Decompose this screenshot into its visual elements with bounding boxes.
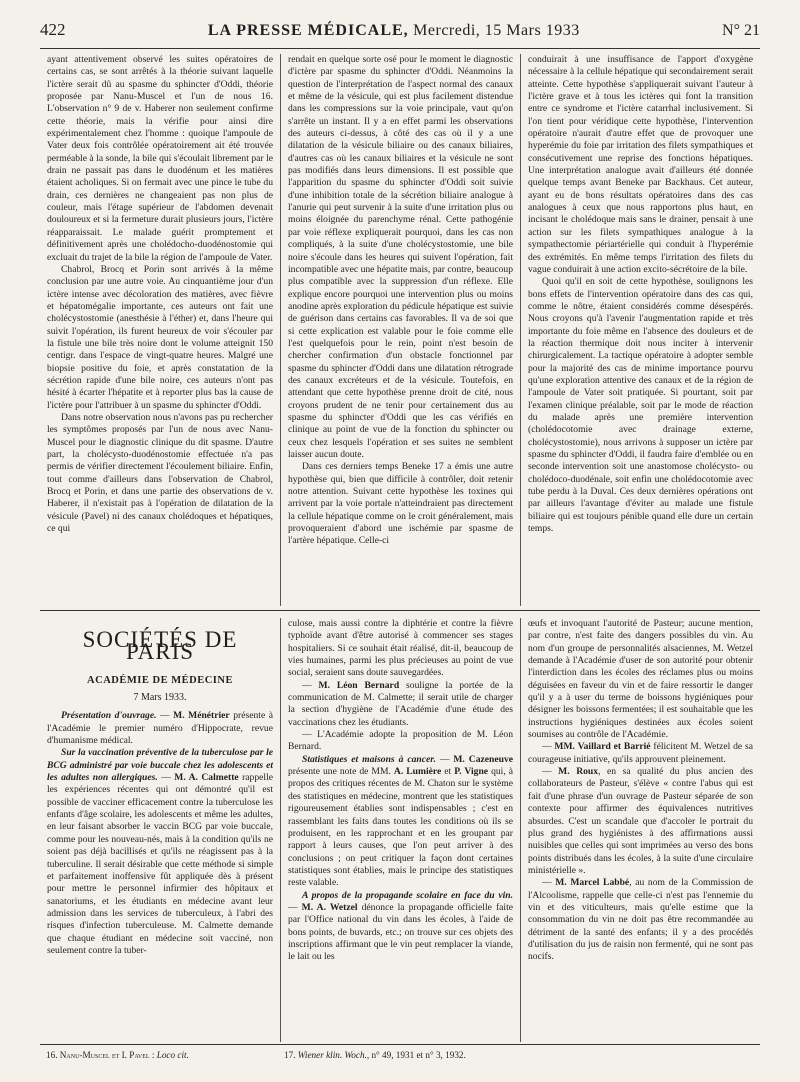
footnote-journal: Wiener klin. Woch. xyxy=(297,1050,367,1060)
topic-heading: A propos de la propagande scolaire en face du vin. xyxy=(302,889,513,901)
paragraph: — M. Roux, en sa qualité du plus ancien des collaborateurs de Pasteur, s'élève « contre l'abus qui est fait d'une phrase d'un ouvrage de Pasteur séparée de son contexte pour affirmer des équivalences nutritives absurdes. C'est un scandale que d'accoler le portrait du plus grand des hygiénistes à des affirmations aussi nuisibles que celles qui sont imprimées au verso des bons points distribués dans les écoles, à la suite d'une circulaire ministérielle ». xyxy=(528,766,754,876)
paragraph: rendait en quelque sorte osé pour le moment le diagnostic d'ictère par spasme du sphincter d'Oddi. Néanmoins la question de l'interprétation de l'aspect normal des canaux et même de la vésicule, qui est plus facilement distendue dans les compressions sur la voie principale, vaut qu'on s'arrête un instant. Il y a en effet parmi les observations des auteurs ci-dessus, à côté des cas où il y a une dilatation de la vésicule biliaire ou des canaux biliaires, d'autres cas où les canaux biliaires et la vésicule ne sont pas modifiés dans leurs dimensions. Il est possible que l'apparition du spasme du sphincter d'Oddi soit suivie d'une inhibition totale de la sécrétion biliaire analogue à l'anurie qui peut survenir à la suite d'une irritation plus ou moins éloignée du parenchyme rénal. Cette pathogénie par voie réflexe expliquerait pourquoi, dans les cas non compliqués, à la suite d'une cholécystostomie, une bile noire s'écoule dans les heures qui suivent l'opération, fait incompatible avec une hépatite mais, par contre, beaucoup plus compatible avec la suppression d'un réflexe. Elle explique encore pourquoi une intervention plus ou moins anodine après exploration du pédicule hépatique est suivie de guérison dans certains cas favorables. Il va de soi que si cette explication est valable pour le foie comme elle l'est quelquefois pour le rein, point n'est besoin de chercher confirmation d'un obstacle fonctionnel par spasme du sphincter d'Oddi dans une dilatation rétrograde des canaux excréteurs et de la vésicule. Toutefois, en attendant que cette hypothèse prenne droit de cité, nous croyons prudent de ne tenir pour certainement dus au spasme du sphincter d'Oddi que les cas vérifiés en clinique au point de vue de la fonction du sphincter ou ceux chez lesquels l'opération et ses suites ne semblent laisser aucun doute. xyxy=(288,54,513,460)
paragraph: — M. Marcel Labbé, au nom de la Commission de l'Alcoolisme, rappelle que celle-ci n'est pas l'ennemie du vin et des viticulteurs, mais qu'elle estime que la consommation du vin ne doit pas être recommandée au détriment de la santé des enfants; il y a des procédés d'utilisation du jus de raisin non fermenté, qui ne sont pas nocifs. xyxy=(528,877,753,963)
paragraph-text: rappelle les expériences récentes qui ont démontré qu'il est possible de vacciner efficacement contre la tuberculose les enfants d'âge scolaire, les adolescents et même les adultes, en leur faisant absorber le vaccin BCG par voie buccale, comme pour les nouveau-nés, mais à la condition qu'ils ne soient pas déjà bacillisés et qu'ils ne réagissent pas à la tuberculine. Il serait désirable que cette méthode si simple et parfaitement inoffensive fût appliquée dès à présent pour mettre le personnel infirmier des hôpitaux et sanatoriums, et les étudiants en médecine avant leur admission dans les services de tuberculeux, à l'abri des risques d'infection tuberculeuse. M. Calmette demande que chaque étudiant en médecine soit vacciné, non seulement contre la tuber- xyxy=(47,772,273,956)
session-date: 7 Mars 1933. xyxy=(133,692,187,704)
paragraph: Statistiques et maisons à cancer. — M. Cazeneuve présente une note de MM. A. Lumière et P. Vigne qui, à propos des critiques récentes de M. Chaton sur le système des statistiques en médecine, montrent que les statistiques rigoureusement établies sont indispensables ; c'est en rassemblant les faits dans toutes les conditions où ils se produisent, en les rapprochant et en les groupant par rapport à leurs causes, que l'on peut arriver à des conclusions ; on peut critiquer la façon dont certaines statistiques sont établies, mais le principe des statistiques reste valable. xyxy=(288,753,514,889)
topic-heading: Statistiques et maisons à cancer. xyxy=(302,753,436,765)
speaker-name: M. A. Wetzel xyxy=(301,901,358,913)
speaker-name: M. Ménétrier xyxy=(173,710,230,722)
speaker-name: M. A. Calmette xyxy=(174,772,239,784)
journal-title: LA PRESSE MÉDICALE, xyxy=(207,22,409,39)
page-header xyxy=(40,20,760,48)
footnote-rule xyxy=(40,1044,760,1045)
society-name: ACADÉMIE DE MÉDECINE xyxy=(87,674,233,686)
footnote-authors: Nanu-Muscel et I. Pavel xyxy=(59,1050,150,1060)
footnote-17 xyxy=(284,1049,466,1061)
societes-section xyxy=(40,618,760,1042)
section-title: SOCIÉTÉS DE PARIS xyxy=(82,627,238,665)
speaker-name: M. Roux xyxy=(558,766,599,778)
topic-heading: Sur la vaccination préventive de la tuberculose par le BCG administré par voie buccale chez les adolescents et les adultes non allergiques. xyxy=(47,747,273,784)
paragraph-text: qui, à propos des critiques récentes de M. Chaton sur le système des statistiques en médecine, montrent que les statistiques rigoureusement établies sont indispensables ; c'est en rassemblant les faits dans toutes les conditions où ils se produisent, en les rapprochant et en les groupant par rapport à leurs causes, que l'on peut arriver à des conclusions ; on peut critiquer la façon dont certaines statistiques sont établies, mais le principe des statistiques reste valable. xyxy=(288,766,514,889)
paragraph: Quoi qu'il en soit de cette hypothèse, soulignons les bons effets de l'intervention opératoire dans des cas qui, comme le nôtre, étaient considérés comme désespérés. Nous croyons qu'à l'avenir l'augmentation rapide et très importante du foie même en l'absence des douleurs et de la réaction thermique doit nous inciter à intervenir chirurgicalement. La tactique opératoire à adopter semble pour la majorité des cas de minime importance pourvu qu'une exploration attentive des canaux et de la région de l'ampoule de Vater soit pratiquée. Si pourtant, soit par l'examen clinique préalable, soit par le mode de réaction du malade après une première intervention (cholédocotomie avec drainage externe, cholécystostomie), nous arrivons à supposer un ictère par spasme du sphincter d'Oddi, il faudra faire d'emblée ou en seconde intervention soit une anastomose cholécysto- ou cholédoco-duodénale, soit enfin une cholédocotomie avec tube perdu à la Duval. Ces deux dernières opérations ont par ailleurs l'avantage d'éviter au malade une fistule biliaire qui est toujours pénible quand elle dure un certain temps. xyxy=(528,276,753,535)
footnote-number: 17. xyxy=(284,1050,296,1060)
footnote-ref: , n° 49, 1931 et n° 3, 1932. xyxy=(366,1050,466,1060)
paragraph: œufs et invoquant l'autorité de Pasteur; aucune mention, par contre, n'est faite des dangers possibles du vin. Au nom d'un groupe de personnalités alsaciennes, M. Wetzel demande à l'Académie d'user de son autorité pour obtenir l'interdiction dans les écoles des réclames plus ou moins déguisées en faveur du vin et de faire ressortir le danger qu'il y a à user du terme de boissons hygiéniques pour désigner les boissons fermentées; il est souhaitable que les instructions hygiéniques destinées aux écoles soient soumises au contrôle de l'Académie. xyxy=(528,618,753,741)
speaker-name: M. Marcel Labbé xyxy=(555,877,630,889)
paragraph: Chabrol, Brocq et Porin sont arrivés à la même conclusion par une autre voie. Au cinquantième jour d'un ictère intense avec décoloration des matières, avec fièvre et hépatomégalie importante, ces auteurs ont fait une cholécystostomie (anesthésie à l'éther) et, dans l'heure qui suivit l'opération, ils furent heureux de voir s'écouler par la fistule une bile très noire dont le volume atteignit 150 centigr. dans l'espace de vingt-quatre heures. Malgré une biopsie positive du foie, et après constatation de la sécrétion rapide d'une bile noire, ces auteurs n'ont pas hésité à écarter l'hépatite et à reporter plus bas la cause de l'ictère pour l'attribuer à un spasme du sphincter d'Oddi. xyxy=(47,263,273,411)
paragraph-text: dénonce la propagande officielle faite par l'Office national du vin dans les écoles, à l'aide de bons points, de buvards, etc.; on trouve sur ces objets des inscriptions affirmant que le vin peut remplacer la viande, le lait ou les xyxy=(288,901,513,963)
paragraph: Présentation d'ouvrage. — M. Ménétrier présente à l'Académie le premier numéro d'Hippocrate, revue d'humanisme médical. xyxy=(47,710,273,747)
paragraph: culose, mais aussi contre la diphtérie et contre la fièvre typhoïde avant d'être autorisé à commencer ses stages hospitaliers. Si ce souhait était réalisé, dit-il, beaucoup de vies humaines, parmi les plus précieuses au point de vue social, seraient sans doute sauvegardées. xyxy=(288,618,513,679)
paragraph: ayant attentivement observé les suites opératoires de certains cas, se sont arrêtés à la théorie suivant laquelle l'ictère serait dû au spasme du sphincter d'Oddi, théorie proposée par Nanu-Muscel et l'un de nous 16. L'observation n° 9 de v. Haberer non seulement confirme cette théorie, mais la vérifie pour ainsi dire expérimentalement chez l'homme : quoique l'ampoule de Vater deux fois contrôlée opératoirement ait été trouvée perméable à la sonde, la bile qui s'écoulait librement par le drain ne passait pas dans le duodénum et les matières étaient acholiques. Si on fermait avec une pince le tube du drain, ces dernières ne changeaient pas non plus de couleur, mais l'étage supérieur de l'abdomen devenait douloureux et si la fermeture durait plusieurs jours, l'ictère réapparaissait. Le malade guérit promptement et définitivement après une cholédocho-duodénostomie qui excluait du trajet de la bile la région de l'ampoule de Vater. xyxy=(47,54,273,263)
article-column-2 xyxy=(280,54,520,606)
article-column-1 xyxy=(40,54,280,606)
paragraph-text: présente une note de MM. xyxy=(288,766,394,778)
paragraph-text: , au nom de la Commission de l'Alcoolisme, rappelle que celle-ci n'est pas l'ennemie du vin et des viticulteurs, mais qu'elle estime que la consommation du vin ne doit pas être recommandée au détriment de la santé des enfants; il y a des procédés d'utilisation du jus de raisin non fermenté, qui ne sont pas nocifs. xyxy=(528,877,753,963)
footnote-number: 16. xyxy=(46,1050,58,1060)
paragraph: Dans ces derniers temps Beneke 17 a émis une autre hypothèse qui, bien que difficile à contrôler, doit retenir notre attention. Suivant cette hypothèse les toxines qui arrivent par la voie portale n'atteindraient pas directement la cellule hépatique comme on le croit généralement, mais provoqueraient d'abord une ischémie par spasme de l'artère hépatique. Celle-ci xyxy=(288,461,513,547)
journal-masthead xyxy=(208,22,580,40)
article-columns xyxy=(40,54,760,606)
paragraph-text: souligne la portée de la communication de M. Calmette; il serait utile de charger la section d'hygiène de l'Académie d'une étude des vaccinations chez les étudiants. xyxy=(288,679,513,728)
header-rule xyxy=(40,48,760,49)
societes-column-2 xyxy=(280,618,520,1042)
paragraph: A propos de la propagande scolaire en face du vin. — M. A. Wetzel dénonce la propagande officielle faite par l'Office national du vin dans les écoles, à l'aide de bons points, de buvards, etc.; on trouve sur ces objets des inscriptions affirmant que le vin peut remplacer la viande, le lait ou les xyxy=(288,889,513,963)
paragraph-text: félicitent M. Wetzel de sa courageuse initiative, qu'ils approuvent pleinement. xyxy=(528,741,753,765)
footnote-16: 16. Nanu-Muscel et I. Pavel : Loco cit. xyxy=(46,1050,189,1060)
paragraph: — M. Léon Bernard souligne la portée de la communication de M. Calmette; il serait utile de charger la section d'hygiène de l'Académie d'une étude des vaccinations chez les étudiants. xyxy=(288,679,513,728)
issue-number: N° 21 xyxy=(722,22,760,39)
issue-date: Mercredi, 15 Mars 1933 xyxy=(413,22,580,39)
page-number: 422 xyxy=(40,20,66,39)
paragraph-text: et xyxy=(441,766,455,778)
article-column-3 xyxy=(520,54,760,606)
societes-column-1 xyxy=(40,618,280,1042)
societes-column-3 xyxy=(520,618,760,1042)
speaker-name: M. Léon Bernard xyxy=(318,679,400,691)
paragraph: — L'Académie adopte la proposition de M. Léon Bernard. xyxy=(288,729,513,753)
speaker-name: A. Lumière xyxy=(393,766,442,778)
paragraph-text: présente à l'Académie le premier numéro d'Hippocrate, revue d'humanisme médical. xyxy=(47,710,273,747)
paragraph: — MM. Vaillard et Barrié félicitent M. Wetzel de sa courageuse initiative, qu'ils approuvent pleinement. xyxy=(528,741,753,765)
section-rule xyxy=(40,610,760,611)
topic-heading: Présentation d'ouvrage. xyxy=(61,710,157,722)
speaker-name: M. Cazeneuve xyxy=(453,753,514,765)
footnote-ref: Loco cit. xyxy=(156,1050,189,1060)
paragraph: conduirait à une insuffisance de l'apport d'oxygène nécessaire à la cellule hépatique qui secondairement serait atteinte. Cette hypothèse s'appliquerait suivant l'auteur à l'ictère grave et à tous les ictères qui font la transition entre ce syndrome et l'ictère catarrhal inclusivement. Si l'on tient pour véridique cette hypothèse, l'intervention opératoire n'aurait d'autre effet que de provoquer une hyperémie du foie par irritation des filets sympathiques et consécutivement une reprise des fonctions hépatiques. Une interprétation analogue avait d'ailleurs été donnée quelque temps avant Beneke par Backhaus. Cet auteur, ayant eu de bons résultats opératoires dans des cas analogues à ceux que nous rapportons plus haut, en incisant le cholédoque mais sans le drainer, pensait à une action sur les filets sympathiques analogue à la sympathectomie périartérielle qui conduit à l'hyperémie des extrémités. En même temps l'irritation des filets du vague conduirait à une action excito-sécrétoire de la bile. xyxy=(528,54,753,275)
speaker-name: P. Vigne xyxy=(454,766,489,778)
paragraph: Sur la vaccination préventive de la tuberculose par le BCG administré par voie buccale chez les adolescents et les adultes non allergiques. — M. A. Calmette rappelle les expériences récentes qui ont démontré qu'il est possible de vacciner efficacement contre la tuberculose les enfants d'âge scolaire, les adolescents et même les adultes, en leur faisant absorber le vaccin BCG par voie buccale, comme pour les nouveau-nés, mais à la condition qu'ils ne soient pas déjà bacillisés et qu'ils ne réagissent pas à la tuberculine. Il serait désirable que cette méthode si simple et parfaitement inoffensive fût appliquée dès à présent pour mettre le personnel infirmier des hôpitaux et sanatoriums, et les étudiants en médecine avant leur admission dans les services de tuberculeux, à l'abri des risques d'infection tuberculeuse. M. Calmette demande que chaque étudiant en médecine soit vacciné, non seulement contre la tuber- xyxy=(47,747,273,956)
speaker-name: MM. Vaillard et Barrié xyxy=(554,741,651,753)
paragraph-text: , en sa qualité du plus ancien des collaborateurs de Pasteur, s'élève « contre l'abus qui est fait d'une phrase d'un ouvrage de Pasteur séparée de son contexte pour affirmer des équivalences nutritives absurdes. C'est un scandale que d'accoler le portrait du plus grand des hygiénistes à des affirmations aussi nuisibles que celles qui sont imprimées au verso des bons points distribués dans les écoles, à la suite d'une circulaire ministérielle ». xyxy=(528,766,754,876)
paragraph: Dans notre observation nous n'avons pas pu rechercher les symptômes proposés par l'un de nous avec Nanu-Muscel pour le diagnostic clinique du dit spasme. D'autre part, la cholécysto-duodénostomie effectuée n'a pas permis de vérifier directement l'écoulement biliaire. Enfin, tout comme d'ailleurs dans l'observation de Chabrol, Brocq et Porin, et dans une partie des observations de v. Haberer, il n'existait pas à l'opération de dilatation de la vésicule (Pavel) ni des canaux cholédoques et hépatiques, ce qui xyxy=(47,411,273,535)
